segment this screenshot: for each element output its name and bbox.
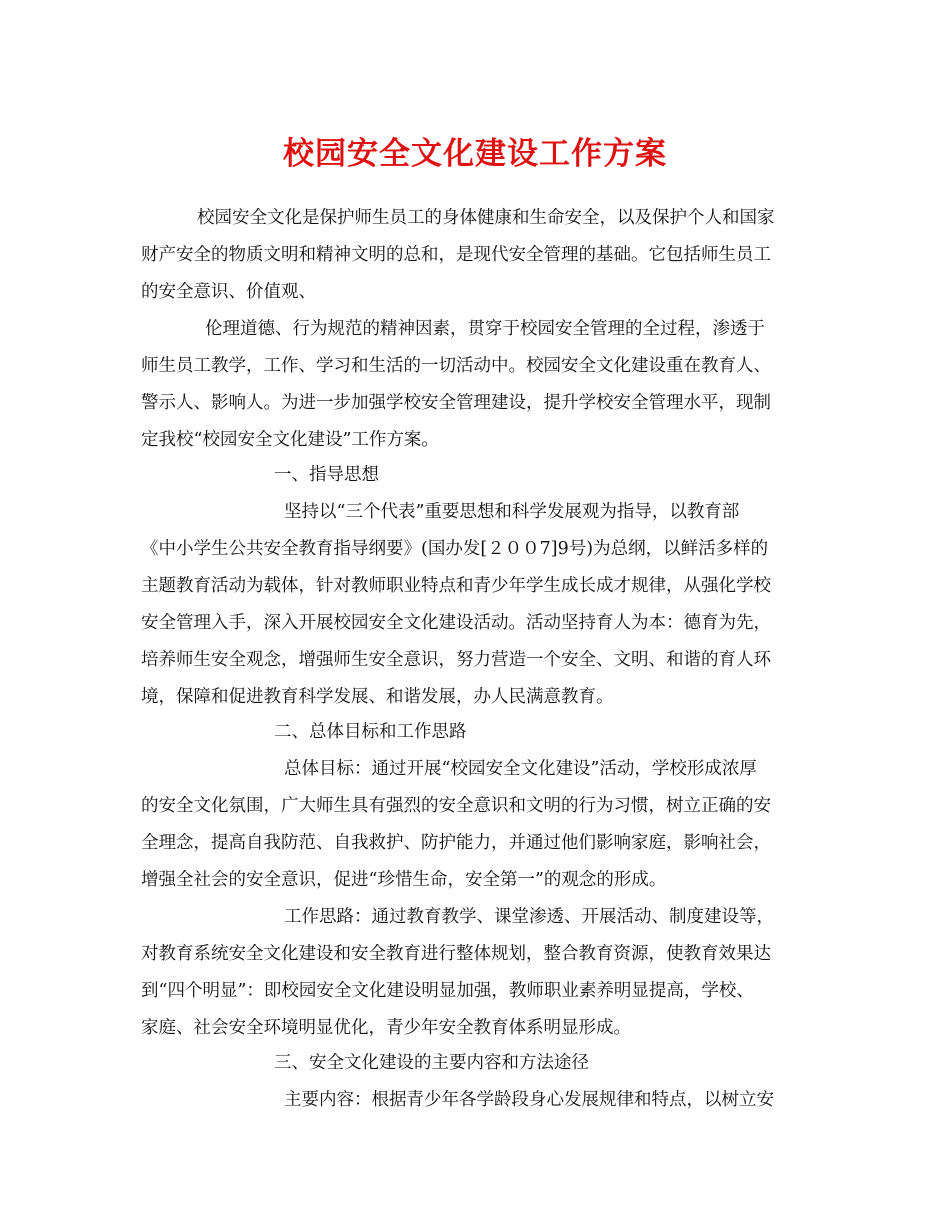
text-line: 工作思路：通过教育教学、课堂渗透、开展活动、制度建设等， — [284, 907, 774, 927]
text-line: 师生员工教学，工作、学习和生活的一切活动中。校园安全文化建设重在教育人、 — [141, 356, 771, 376]
text-line: 家庭、社会安全环境明显优化，青少年安全教育体系明显形成。 — [141, 1018, 631, 1038]
text-line: 到“四个明显”：即校园安全文化建设明显加强，教师职业素养明显提高，学校、 — [141, 981, 754, 1001]
text-line: 坚持以“三个代表”重要思想和科学发展观为指导，以教育部 — [284, 502, 740, 522]
text-line: 主题教育活动为载体，针对教师职业特点和青少年学生成长成才规律，从强化学校 — [141, 576, 771, 596]
text-line: 定我校“校园安全文化建设”工作方案。 — [141, 430, 439, 450]
text-line: 对教育系统安全文化建设和安全教育进行整体规划，整合教育资源，使教育效果达 — [141, 944, 771, 964]
text-line: 主要内容：根据青少年各学龄段身心发展规律和特点，以树立安 — [284, 1090, 774, 1110]
text-line: 全理念，提高自我防范、自我救护、防护能力，并通过他们影响家庭，影响社会， — [141, 833, 771, 853]
text-line: 伦理道德、行为规范的精神因素，贯穿于校园安全管理的全过程，渗透于 — [205, 319, 765, 339]
document-title: 校园安全文化建设工作方案 — [283, 136, 667, 172]
text-line: 一、指导思想 — [274, 465, 379, 485]
text-line: 境，保障和促进教育科学发展、和谐发展，办人民满意教育。 — [141, 687, 614, 707]
text-line: 三、安全文化建设的主要内容和方法途径 — [274, 1053, 589, 1073]
text-line: 二、总体目标和工作思路 — [274, 722, 467, 742]
text-line: 安全管理入手，深入开展校园安全文化建设活动。活动坚持育人为本：德育为先， — [141, 613, 771, 633]
text-line: 《中小学生公共安全教育指导纲要》(国办发[２００7]9号)为总纲，以鲜活多样的 — [141, 539, 769, 559]
text-line: 的安全意识、价值观、 — [141, 282, 316, 302]
text-line: 增强全社会的安全意识，促进“珍惜生命，安全第一”的观念的形成。 — [141, 870, 667, 890]
text-line: 培养师生安全观念，增强师生安全意识，努力营造一个安全、文明、和谐的育人环 — [141, 650, 771, 670]
text-line: 总体目标：通过开展“校园安全文化建设”活动，学校形成浓厚 — [284, 759, 757, 779]
text-line: 校园安全文化是保护师生员工的身体健康和生命安全，以及保护个人和国家 — [197, 208, 775, 228]
text-line: 财产安全的物质文明和精神文明的总和，是现代安全管理的基础。它包括师生员工 — [141, 245, 771, 265]
text-line: 警示人、影响人。为进一步加强学校安全管理建设，提升学校安全管理水平，现制 — [141, 393, 771, 413]
text-line: 的安全文化氛围，广大师生具有强烈的安全意识和文明的行为习惯，树立正确的安 — [141, 796, 771, 816]
